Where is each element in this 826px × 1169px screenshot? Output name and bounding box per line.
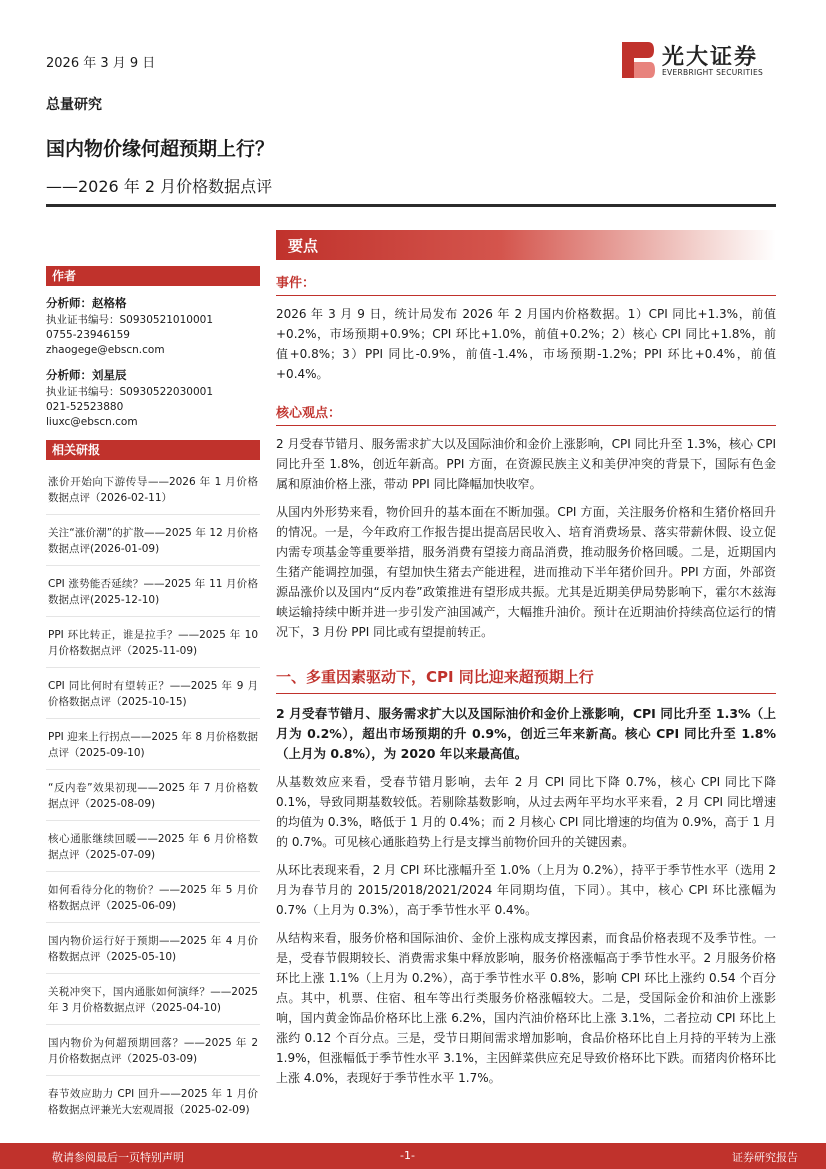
author-heading: 作者 — [46, 266, 260, 286]
analyst-phone: 0755-23946159 — [46, 329, 130, 341]
body-paragraph: 从环比表现来看，2 月 CPI 环比涨幅升至 1.0%（上月为 0.2%），持平于季节性水平（选用 2 月为春节月的 2015/2018/2021/2024 年同期均值，下同）。其中，核心 CPI 环比涨幅为 0.7%（上月为 0.3%），高于季节性水平 0.4%。 — [276, 863, 776, 917]
related-report-item[interactable]: 如何看待分化的物价？——2025 年 5 月价格数据点评（2025-06-09) — [46, 882, 260, 923]
body-paragraph: 从结构来看，服务价格和国际油价、金价上涨构成支撑因素，而食品价格表现不及季节性。一是，受春节假期较长、消费需求集中释放影响，服务价格涨幅高于季节性水平。2 月服务价格环比上涨 1.1%（上月为 0.2%），高于季节性水平 0.8%，影响 CPI 环比上涨约 0.54 个百分点。其中，机票、住宿、租车等出行类服务价格涨幅较大。二是，受国际金价和油价上涨影响，国内黄金饰品价格环比上涨 6.2%，国内汽油价格环比上涨 3.1%，二者拉动 CPI 环比上涨约 0.12 个百分点。三是，受节日期间需求增加影响，食品价格环比自上月持的平转为上涨 1.9%，但涨幅低于季节性水平 3.1%，主因鲜菜供应充足导致价格环比下跌。而猪肉价格环比上涨 4.0%，表现好于季节性水平 1.7%。 — [276, 931, 776, 1085]
core-view-label: 核心观点： — [276, 406, 342, 421]
page-number: -1- — [400, 1149, 415, 1162]
related-report-item[interactable]: CPI 涨势能否延续？——2025 年 11 月价格数据点评(2025-12-10) — [46, 576, 260, 617]
related-report-item[interactable]: 国内物价运行好于预期——2025 年 4 月价格数据点评（2025-05-10) — [46, 933, 260, 974]
analyst-email[interactable]: liuxc@ebscn.com — [46, 416, 138, 428]
analyst-cert: 执业证书编号：S0930522030001 — [46, 386, 214, 398]
brand-logo — [618, 38, 778, 82]
analyst-card — [46, 368, 260, 430]
event-label: 事件： — [276, 276, 316, 291]
related-report-item[interactable]: 关税冲突下，国内通胀如何演绎？——2025 年 3 月价格数据点评（2025-04-10) — [46, 984, 260, 1025]
analyst-email[interactable]: zhaogege@ebscn.com — [46, 344, 165, 356]
report-category: 总量研究 — [46, 97, 102, 113]
related-report-item[interactable]: 国内物价为何超预期回落？——2025 年 2 月价格数据点评（2025-03-09) — [46, 1035, 260, 1076]
related-report-item[interactable]: 核心通胀继续回暖——2025 年 6 月价格数据点评（2025-07-09) — [46, 831, 260, 872]
everbright-logo-icon — [618, 38, 658, 82]
related-report-item[interactable]: 春节效应助力 CPI 回升——2025 年 1 月价格数据点评兼光大宏观周报（2025-02-09) — [48, 1088, 258, 1116]
body-paragraph: 从基数效应来看，受春节错月影响，去年 2 月 CPI 同比下降 0.7%，核心 CPI 同比下降 0.1%，导致同期基数较低。若剔除基数影响，从过去两年平均水平来看，2 月 CPI 同比增速的均值为 0.3%，略低于 1 月的 0.4%；而 2 月核心 CPI 同比增速的均值为 0.9%，高于 1 月的 0.7%。可见核心通胀趋势上行是支撑当前物价回升的关键因素。 — [276, 775, 776, 849]
sidebar — [46, 266, 260, 1136]
report-title: 国内物价缘何超预期上行？ — [46, 138, 275, 160]
report-date: 2026 年 3 月 9 日 — [46, 56, 156, 71]
disclaimer-note: 敬请参阅最后一页特别声明 — [52, 1151, 184, 1164]
analyst-phone: 021-52523880 — [46, 401, 124, 413]
report-type-label: 证券研究报告 — [732, 1151, 798, 1164]
core-view-paragraph: 2 月受春节错月、服务需求扩大以及国际油价和金价上涨影响，CPI 同比升至 1.3%，核心 CPI 同比升至 1.8%，创近年新高。PPI 方面，在资源民族主义和美伊冲突的背景下，国际有色金属和原油价格上涨，带动 PPI 同比降幅加快收窄。 — [276, 425, 776, 494]
related-report-item[interactable]: 涨价开始向下游传导——2026 年 1 月价格数据点评（2026-02-11） — [46, 474, 260, 515]
section-heading: 一、多重因素驱动下，CPI 同比迎来超预期上行 — [276, 666, 776, 694]
report-subtitle: ——2026 年 2 月价格数据点评 — [46, 177, 273, 196]
related-report-item[interactable]: CPI 同比何时有望转正？——2025 年 9 月价格数据点评（2025-10-15) — [46, 678, 260, 719]
key-points-banner — [276, 230, 776, 260]
related-reports-list — [46, 474, 260, 1126]
analyst-name: 分析师：赵格格 — [46, 296, 127, 310]
section-lead-paragraph: 2 月受春节错月、服务需求扩大以及国际油价和金价上涨影响，CPI 同比升至 1.3%（上月为 0.2%），超出市场预期的升 0.9%，创近三年来新高。核心 CPI 同比升至 1.8%（上月为 0.8%），为 2020 年以来最高值。 — [276, 706, 777, 761]
main-content — [276, 230, 776, 1088]
analyst-name: 分析师：刘星辰 — [46, 368, 127, 382]
banner-label: 要点 — [288, 237, 319, 255]
page-footer — [0, 1143, 826, 1169]
related-report-item[interactable]: “反内卷”效果初现——2025 年 7 月价格数据点评（2025-08-09) — [46, 780, 260, 821]
header-divider — [46, 204, 776, 207]
related-heading: 相关研报 — [46, 440, 260, 460]
related-report-item[interactable]: PPI 环比转正，谁是拉手？——2025 年 10 月价格数据点评（2025-11-09) — [46, 627, 260, 668]
related-report-item[interactable]: PPI 迎来上行拐点——2025 年 8 月价格数据点评（2025-09-10) — [46, 729, 260, 770]
analyst-card — [46, 296, 260, 358]
brand-name-en: EVERBRIGHT SECURITIES — [662, 68, 764, 77]
brand-name: 光大证券 — [662, 45, 759, 70]
analyst-cert: 执业证书编号：S0930521010001 — [46, 314, 214, 326]
core-view-paragraph: 从国内外形势来看，物价回升的基本面在不断加强。CPI 方面，关注服务价格和生猪价格回升的情况。一是，今年政府工作报告提出提高居民收入、培育消费场景、落实带薪休假、设立促内需专项基金等重要举措，服务消费有望接力商品消费，推动服务价格回暖。二是，近期国内生猪产能调控加强，有望加快生猪去产能进程，进而推动下半年猪价回升。PPI 方面，外部资源品涨价以及国内“反内卷”政策推进有望形成共振。尤其是近期美伊局势影响下，霍尔木兹海峡运输持续中断并进一步引发产油国减产，大幅推升油价。预计在近期油价持续高位运行的情况下，3 月份 PPI 同比或有望提前转正。 — [276, 505, 776, 639]
event-paragraph: 2026 年 3 月 9 日，统计局发布 2026 年 2 月国内价格数据。1）CPI 同比+1.3%，前值+0.2%，市场预期+0.9%；CPI 环比+1.0%，前值+0.2%；2）核心 CPI 同比+1.8%，前值+0.8%；3）PPI 同比-0.9%，前值-1.4%，市场预期-1.2%；PPI 环比+0.4%，前值+0.4%。 — [276, 295, 776, 384]
related-report-item[interactable]: 关注“涨价潮”的扩散——2025 年 12 月价格数据点评(2026-01-09) — [46, 525, 260, 566]
